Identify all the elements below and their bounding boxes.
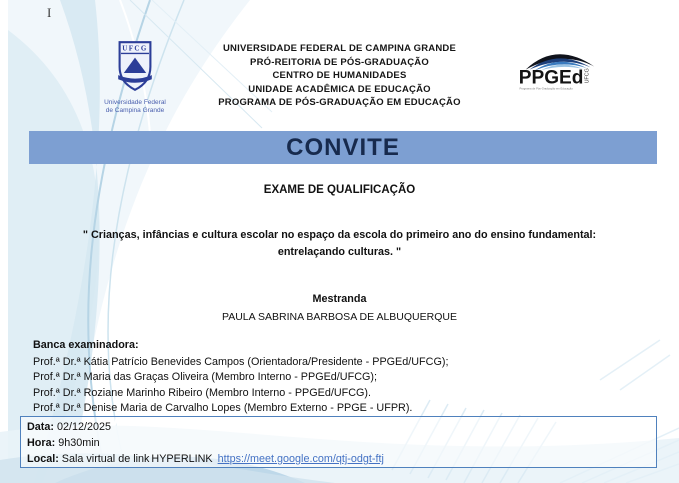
student-name: PAULA SABRINA BARBOSA DE ALBUQUERQUE: [222, 311, 457, 323]
committee-member: Prof.ª Dr.ª Maria das Graças Oliveira (Membro Interno - PPGEd/UFCG);: [33, 371, 377, 384]
institution-header: [0, 42, 679, 110]
committee-section: [33, 338, 654, 417]
event-details-box: [20, 416, 657, 468]
time-line: [27, 435, 650, 451]
convite-banner: [29, 131, 657, 164]
meet-link[interactable]: https://meet.google.com/qtj-odgt-ftj: [217, 453, 384, 465]
location-line: [27, 451, 650, 467]
location-label: Local:: [27, 453, 59, 465]
header-line-university: UNIVERSIDADE FEDERAL DE CAMPINA GRANDE: [223, 43, 456, 54]
committee-member: Prof.ª Dr.ª Denise Maria de Carvalho Lopes (Membro Externo - PPGE - UFPR).: [33, 402, 413, 415]
svg-text:UFCG: UFCG: [584, 68, 591, 84]
svg-text:PPGEd: PPGEd: [518, 67, 584, 89]
hyperlink-field-word: HYPERLINK: [151, 453, 213, 465]
svg-text:Programa de Pós-Graduação em E: Programa de Pós-Graduação em Educação: [519, 87, 573, 91]
committee-heading: Banca examinadora:: [33, 339, 139, 351]
date-line: [27, 419, 650, 435]
date-label: Data:: [27, 421, 54, 433]
header-line-program: PROGRAMA DE PÓS-GRADUAÇÃO EM EDUCAÇÃO: [218, 97, 461, 108]
banner-title: CONVITE: [286, 133, 400, 161]
ufcg-caption-line1: Universidade Federal: [104, 99, 166, 106]
location-text: Sala virtual de link: [61, 453, 150, 465]
event-type-heading: EXAME DE QUALIFICAÇÃO: [263, 184, 416, 196]
svg-text:UFCG: UFCG: [122, 44, 148, 53]
time-value: 9h30min: [58, 437, 100, 449]
committee-member: Prof.ª Dr.ª Kátia Patrício Benevides Campos (Orientadora/Presidente - PPGEd/UFCG);: [33, 356, 449, 368]
header-line-unit: UNIDADE ACADÊMICA DE EDUCAÇÃO: [248, 83, 431, 95]
thesis-title-line2: entrelaçando culturas. ": [277, 246, 402, 258]
thesis-title-line1: " Crianças, infâncias e cultura escolar no espaço da escola do primeiro ano do ensino fundamental:: [82, 229, 597, 241]
header-line-prorectory: PRÓ-REITORIA DE PÓS-GRADUAÇÃO: [250, 56, 429, 68]
text-cursor-mark: I: [47, 5, 52, 20]
time-label: Hora:: [27, 437, 56, 449]
thesis-title: [28, 227, 651, 261]
header-line-center: CENTRO DE HUMANIDADES: [272, 70, 407, 81]
student-role-label: Mestranda: [312, 293, 367, 305]
committee-member: Prof.ª Dr.ª Roziane Marinho Ribeiro (Membro Interno - PPGEd/UFCG).: [33, 386, 372, 399]
ufcg-caption-line2: de Campina Grande: [105, 107, 165, 114]
date-value: 02/12/2025: [57, 421, 112, 433]
